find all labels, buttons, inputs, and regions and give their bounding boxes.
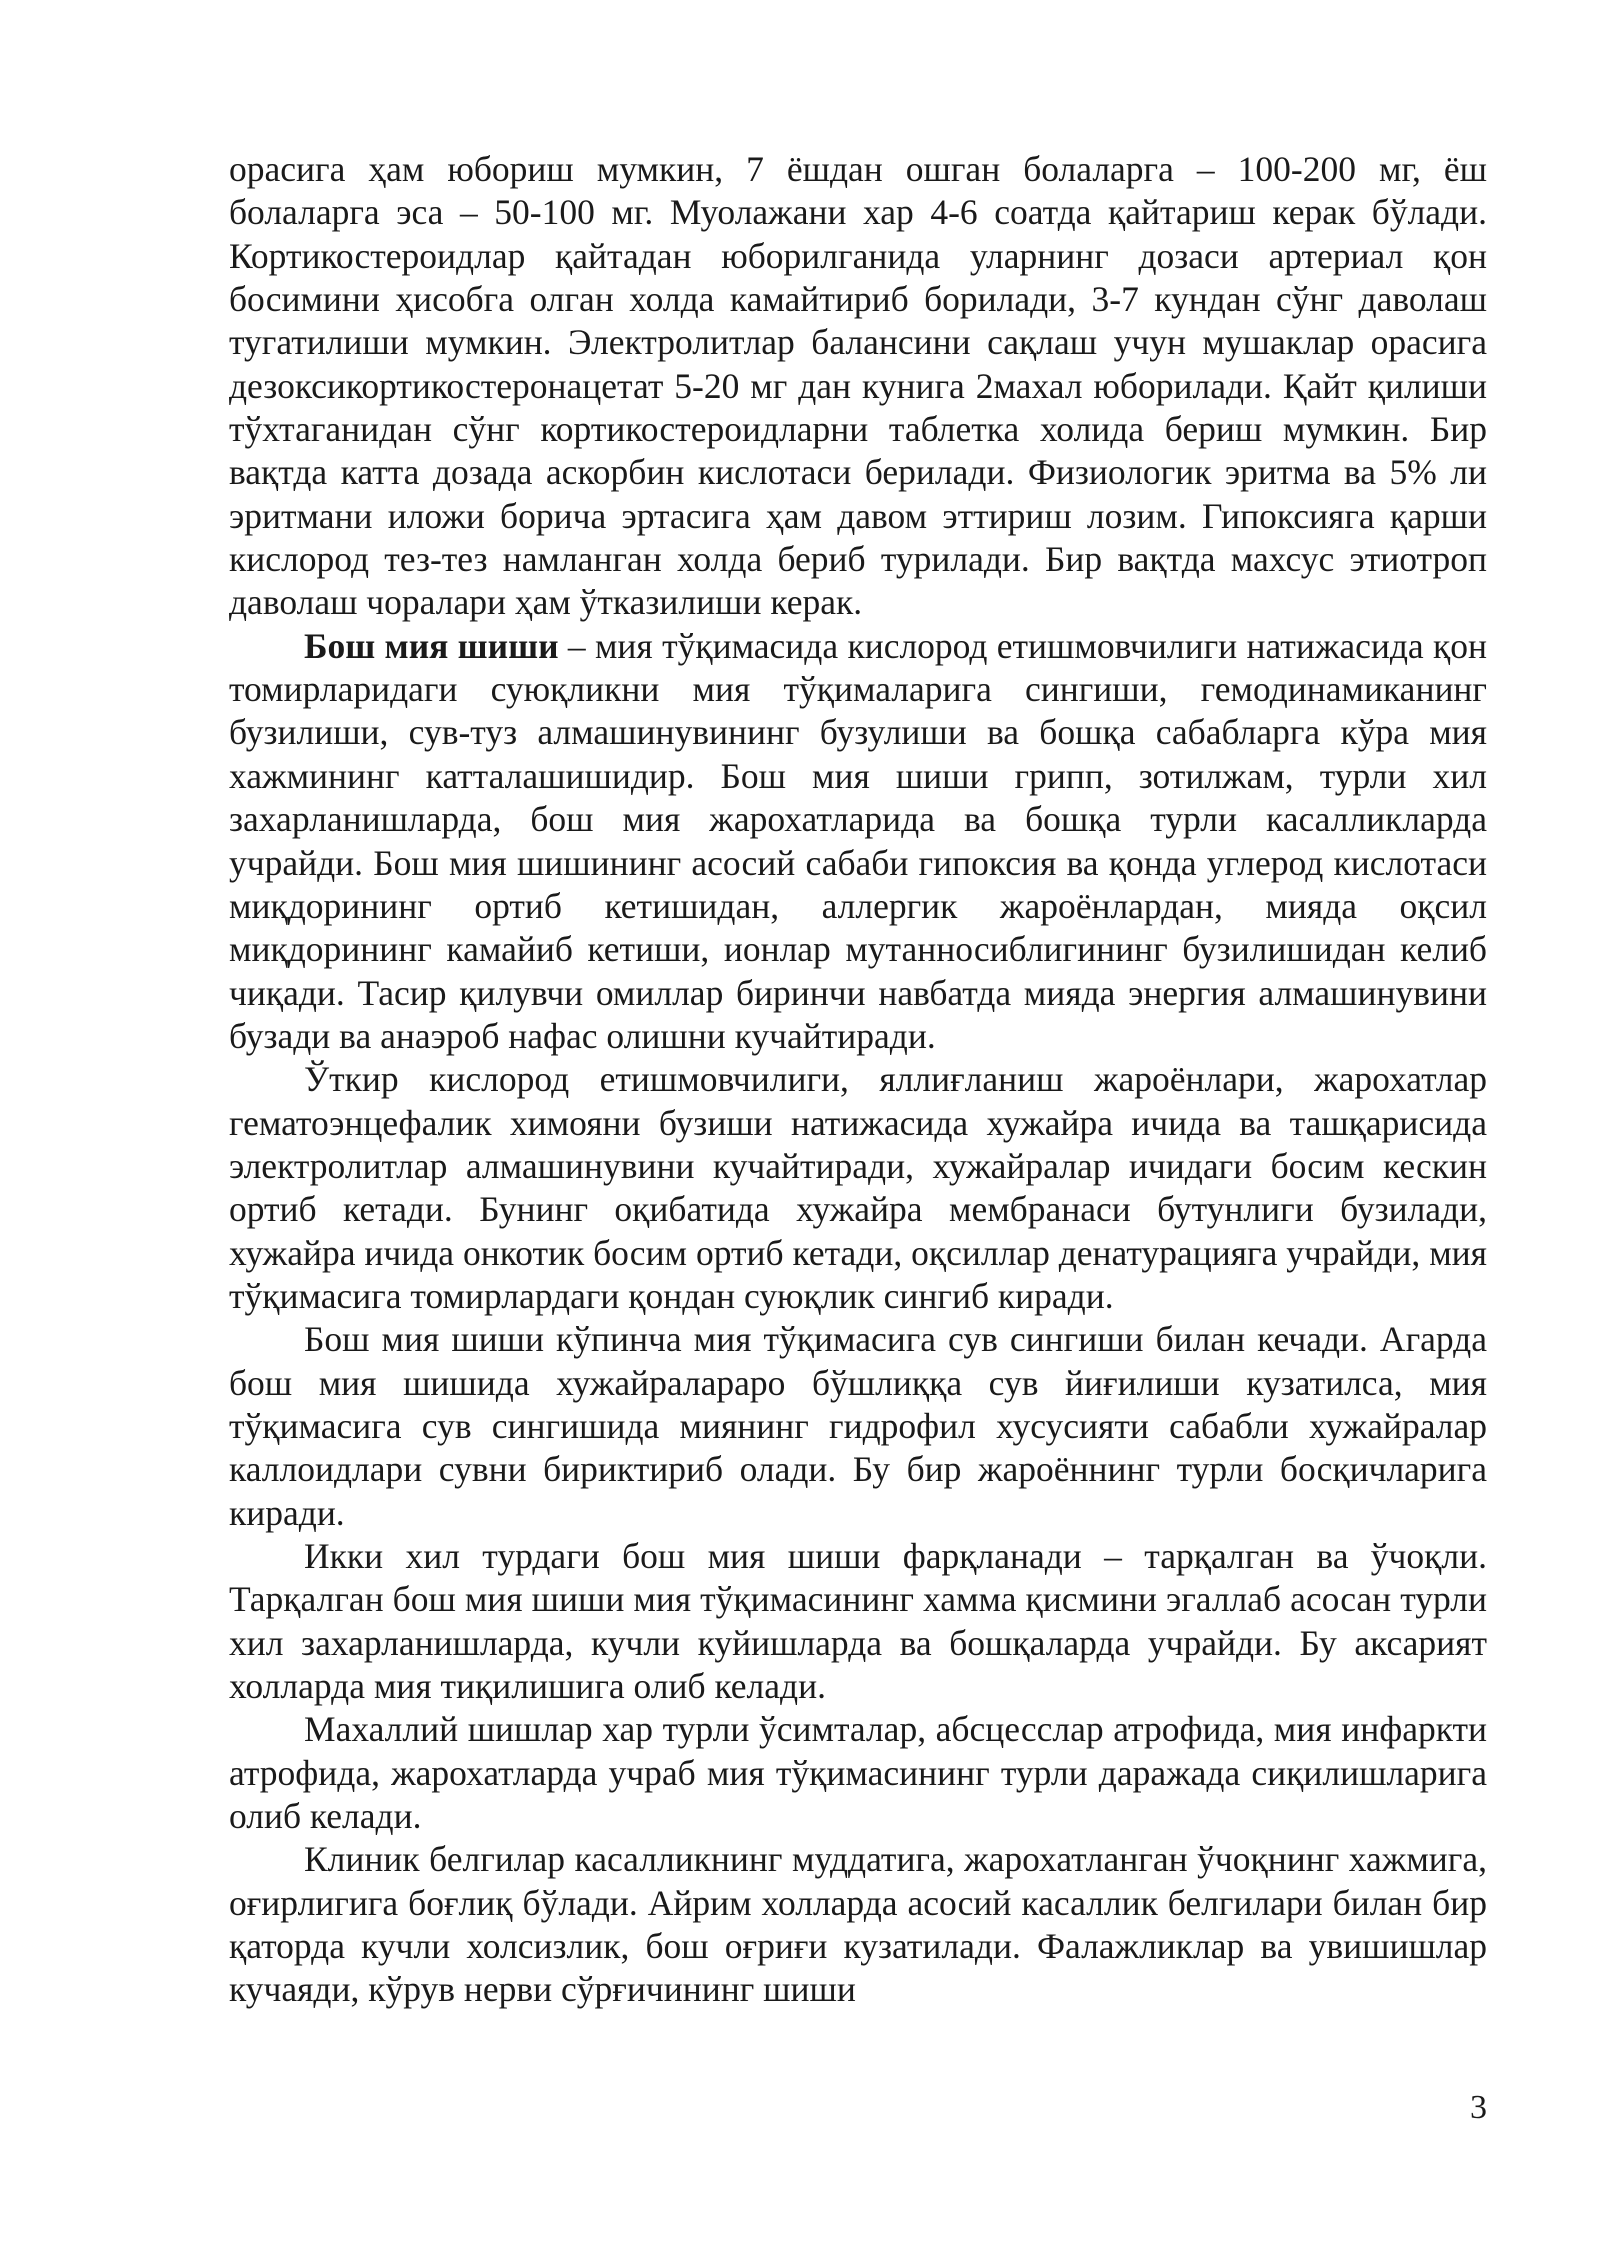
paragraph-3 [229, 1058, 1487, 1318]
paragraph-text: – мия тўқимасида кислород етишмовчилиги натижасида қон томирларидаги суюқликни мия тўқималарига сингиши, гемодинамиканинг бузилиши, сув-туз алмашинувининг бузулиши ва бошқа сабабларга кўра мия хажмининг катталашишидир. Бош мия шиши грипп, зотилжам, турли хил захарланишларда, бош мия жарохатларида ва бошқа турли касалликларда учрайди. Бош мия шишининг асосий сабаби гипоксия ва қонда углерод кислотаси миқдорининг ортиб кетишидан, аллергик жароёнлардан, мияда оқсил миқдорининг камайиб кетиши, ионлар мутанносиблигининг бузилишидан келиб чиқади. Тасир қилувчи омиллар биринчи навбатда мияда энергия алмашинувини бузади ва анаэроб нафас олишни кучайтиради. [229, 625, 1487, 1056]
paragraph-6 [229, 1708, 1487, 1838]
paragraph-4 [229, 1318, 1487, 1535]
paragraph-7 [229, 1838, 1487, 2011]
document-body [229, 148, 1487, 2012]
paragraph-text: Махаллий шишлар хар турли ўсимталар, абсцесслар атрофида, мия инфаркти атрофида, жарохатларда учраб мия тўқимасининг турли даражада сиқилишларига олиб келади. [229, 1709, 1487, 1837]
paragraph-text: Бош мия шиши кўпинча мия тўқимасига сув сингиши билан кечади. Агарда бош мия шишида хужайралараро бўшлиққа сув йиғилиши кузатилса, мия тўқимасига сув сингишида миянинг гидрофил хусусияти сабабли хужайралар каллоидлари сувни бириктириб олади. Бу бир жароённинг турли босқичларига киради. [229, 1319, 1487, 1533]
defined-term: Бош мия шиши [304, 625, 559, 666]
paragraph-text: Клиник белгилар касалликнинг муддатига, жарохатланган ўчоқнинг хажмига, оғирлигига боғлиқ бўлади. Айрим холларда асосий касаллик белгилари билан бир қаторда кучли холсизлик, бош оғриғи кузатилади. Фалажликлар ва увишишлар кучаяди, кўрув нерви сўрғичининг шиши [229, 1839, 1487, 2010]
paragraph-text: Ўткир кислород етишмовчилиги, яллиғланиш жароёнлари, жарохатлар гематоэнцефалик химояни бузиши натижасида хужайра ичида ва ташқарисида электролитлар алмашинувини кучайтиради, хужайралар ичидаги босим кескин ортиб кетади. Бунинг оқибатида хужайра мембранаси бутунлиги бузилади, хужайра ичида онкотик босим ортиб кетади, оқсиллар денатурацияга учрайди, мия тўқимасига томирлардаги қондан суюқлик сингиб киради. [229, 1059, 1487, 1316]
paragraph-text: орасига ҳам юбориш мумкин, 7 ёшдан ошган болаларга – 100-200 мг, ёш болаларга эса – 50-100 мг. Муолажани хар 4-6 соатда қайтариш керак бўлади. Кортикостероидлар қайтадан юборилганида уларнинг дозаси артериал қон босимини ҳисобга олган холда камайтириб борилади, 3-7 кундан сўнг даволаш тугатилиши мумкин. Электролитлар балансини сақлаш учун мушаклар орасига дезоксикортикостеронацетат 5-20 мг дан кунига 2махал юборилади. Қайт қилиши тўхтаганидан сўнг кортикостероидларни таблетка холида бериш мумкин. Бир вақтда катта дозада аскорбин кислотаси берилади. Физиологик эритма ва 5% ли эритмани иложи борича эртасига ҳам давом эттириш лозим. Гипоксияга қарши кислород тез-тез намланган холда бериб турилади. Бир вақтда махсус этиотроп даволаш чоралари ҳам ўтказилиши керак. [229, 149, 1487, 623]
paragraph-2 [229, 625, 1487, 1058]
paragraph-text: Икки хил турдаги бош мия шиши фарқланади – тарқалган ва ўчоқли. Тарқалган бош мия шиши мия тўқимасининг хамма қисмини эгаллаб асосан турли хил захарланишларда, кучли куйишларда ва бошқаларда учрайди. Бу аксарият холларда мия тиқилишига олиб келади. [229, 1536, 1487, 1707]
paragraph-1 [229, 148, 1487, 625]
paragraph-5 [229, 1535, 1487, 1708]
page-number: 3 [1470, 2089, 1487, 2126]
